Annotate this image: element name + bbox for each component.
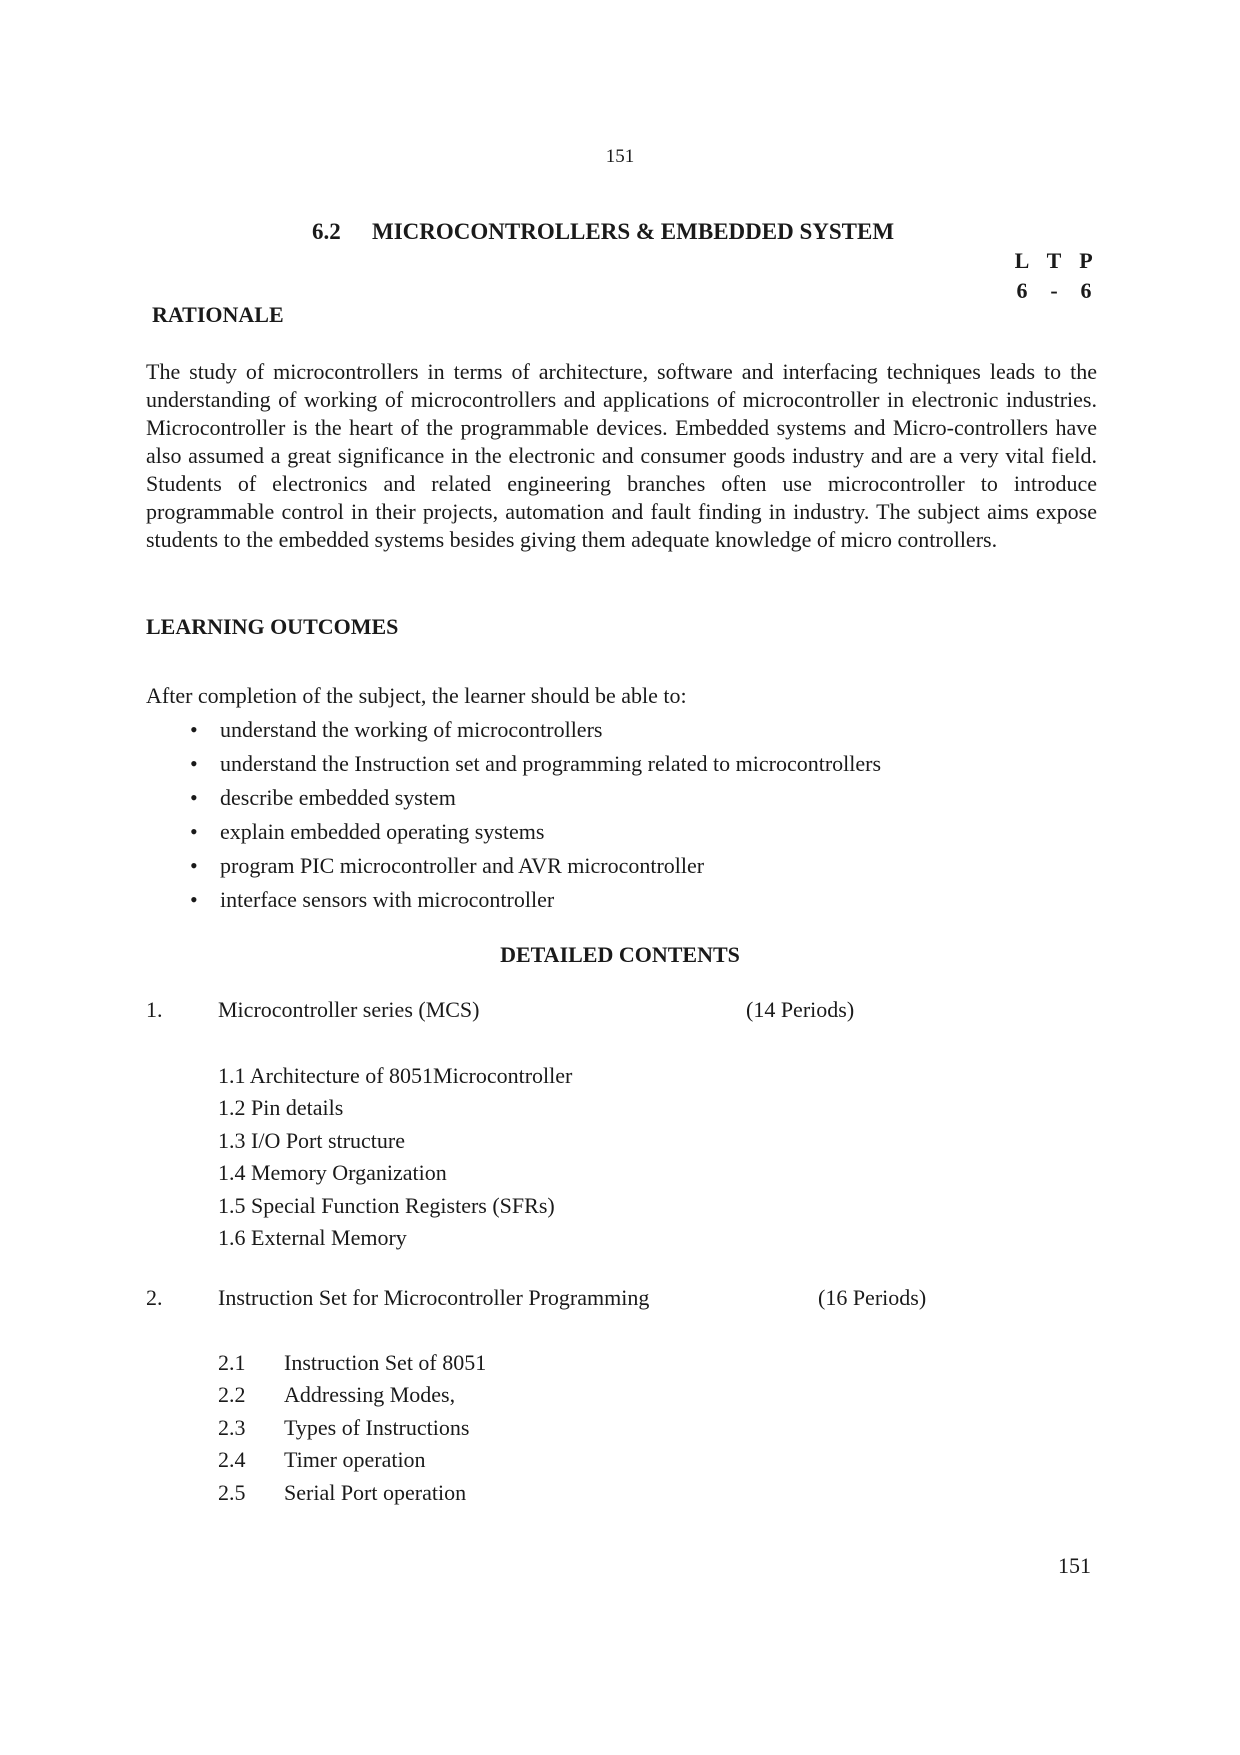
page-number-top: 151 [605,146,635,167]
bullet-icon: • [190,853,198,878]
list-item [190,747,881,781]
topic-text: I/O Port structure [251,1127,405,1153]
bullet-icon: • [190,785,198,810]
topic-item [218,1157,572,1189]
topic-number: 1.6 [218,1224,246,1250]
page-number-bottom: 151 [1058,1553,1091,1578]
topic-number: 1.1 [218,1063,246,1088]
topic-text: Architecture of 8051Microcontroller [249,1063,573,1088]
title-number: 6.2 [312,219,341,244]
list-item [190,883,881,917]
list-item-text: understand the working of microcontrollers [220,717,603,742]
topic-number: 1.2 [218,1095,246,1121]
topic-item [218,1379,486,1411]
unit-1-number: 1. [146,997,163,1022]
topic-text: Types of Instructions [284,1414,470,1440]
bullet-icon: • [190,887,198,912]
unit-1-periods: (14 Periods) [746,997,855,1022]
topic-item [218,1477,486,1509]
ltp-values [1006,278,1102,304]
topic-item [218,1347,486,1379]
learning-outcomes-intro: After completion of the subject, the learner should be able to: [146,683,687,708]
topic-number: 2.4 [218,1447,246,1473]
ltp-t: T [1046,248,1062,273]
topic-item [218,1222,572,1254]
rationale-heading: RATIONALE [152,302,284,327]
topic-item [218,1444,486,1476]
unit-2-title: Instruction Set for Microcontroller Programming [218,1285,650,1310]
bullet-icon: • [190,751,198,776]
list-item-text: program PIC microcontroller and AVR microcontroller [220,853,705,878]
ltp-l-value: 6 [1016,278,1028,303]
rationale-paragraph: The study of microcontrollers in terms of architecture, software and interfacing techniques leads to the understanding of working of microcontrollers and applications of microcontroller in electronic industries. Microcontroller is the heart of the programmable devices. Embedded systems and Micro-controllers have also assumed a great significance in the electronic and consumer goods industry and are a very vital field. Students of electronics and related engineering branches often use microcontroller to introduce programmable control in their projects, automation and fault finding in industry. The subject aims expose students to the embedded systems besides giving them adequate knowledge of micro controllers. [146,359,1097,552]
list-item-text: understand the Instruction set and programming related to microcontrollers [220,751,882,776]
bullet-icon: • [190,717,198,742]
topic-number: 1.3 [218,1127,246,1153]
bullet-icon: • [190,819,198,844]
topic-text: Special Function Registers (SFRs) [251,1192,555,1218]
ltp-p: P [1079,248,1093,273]
page-title [312,219,894,245]
topic-text: External Memory [251,1224,407,1250]
ltp-t-value: - [1050,278,1058,303]
topic-item [218,1190,572,1222]
ltp-l: L [1014,248,1030,273]
list-item [190,713,881,747]
topic-text: Pin details [251,1095,344,1121]
topic-text: Serial Port operation [284,1479,467,1505]
list-item-text: interface sensors with microcontroller [220,887,555,912]
topic-item [218,1412,486,1444]
topic-text: Memory Organization [251,1160,447,1186]
ltp-header [1006,248,1102,274]
topic-text: Addressing Modes, [284,1382,456,1408]
topic-text: Instruction Set of 8051 [284,1350,487,1375]
topic-number: 2.5 [218,1479,246,1505]
list-item [190,849,881,883]
topic-number: 2.2 [218,1382,246,1408]
unit-1-title: Microcontroller series (MCS) [218,997,480,1022]
topic-text: Timer operation [284,1447,426,1473]
topic-number: 2.3 [218,1414,246,1440]
topic-number: 1.4 [218,1160,246,1186]
list-item [190,781,881,815]
ltp-p-value: 6 [1080,278,1092,303]
list-item-text: describe embedded system [220,785,456,810]
unit-2-periods: (16 Periods) [818,1285,927,1310]
list-item [190,815,881,849]
detailed-contents-heading: DETAILED CONTENTS [500,942,740,967]
topic-number: 1.5 [218,1192,246,1218]
topic-item [218,1060,572,1092]
topic-number: 2.1 [218,1350,246,1375]
topic-item [218,1125,572,1157]
unit-2-number: 2. [146,1285,163,1310]
unit-1-topics [218,1060,572,1254]
learning-outcomes-heading: LEARNING OUTCOMES [146,614,399,639]
topic-item [218,1092,572,1124]
list-item-text: explain embedded operating systems [220,819,545,844]
learning-outcomes-list [190,713,881,917]
unit-2-topics [218,1347,486,1509]
title-text: MICROCONTROLLERS & EMBEDDED SYSTEM [372,219,895,244]
